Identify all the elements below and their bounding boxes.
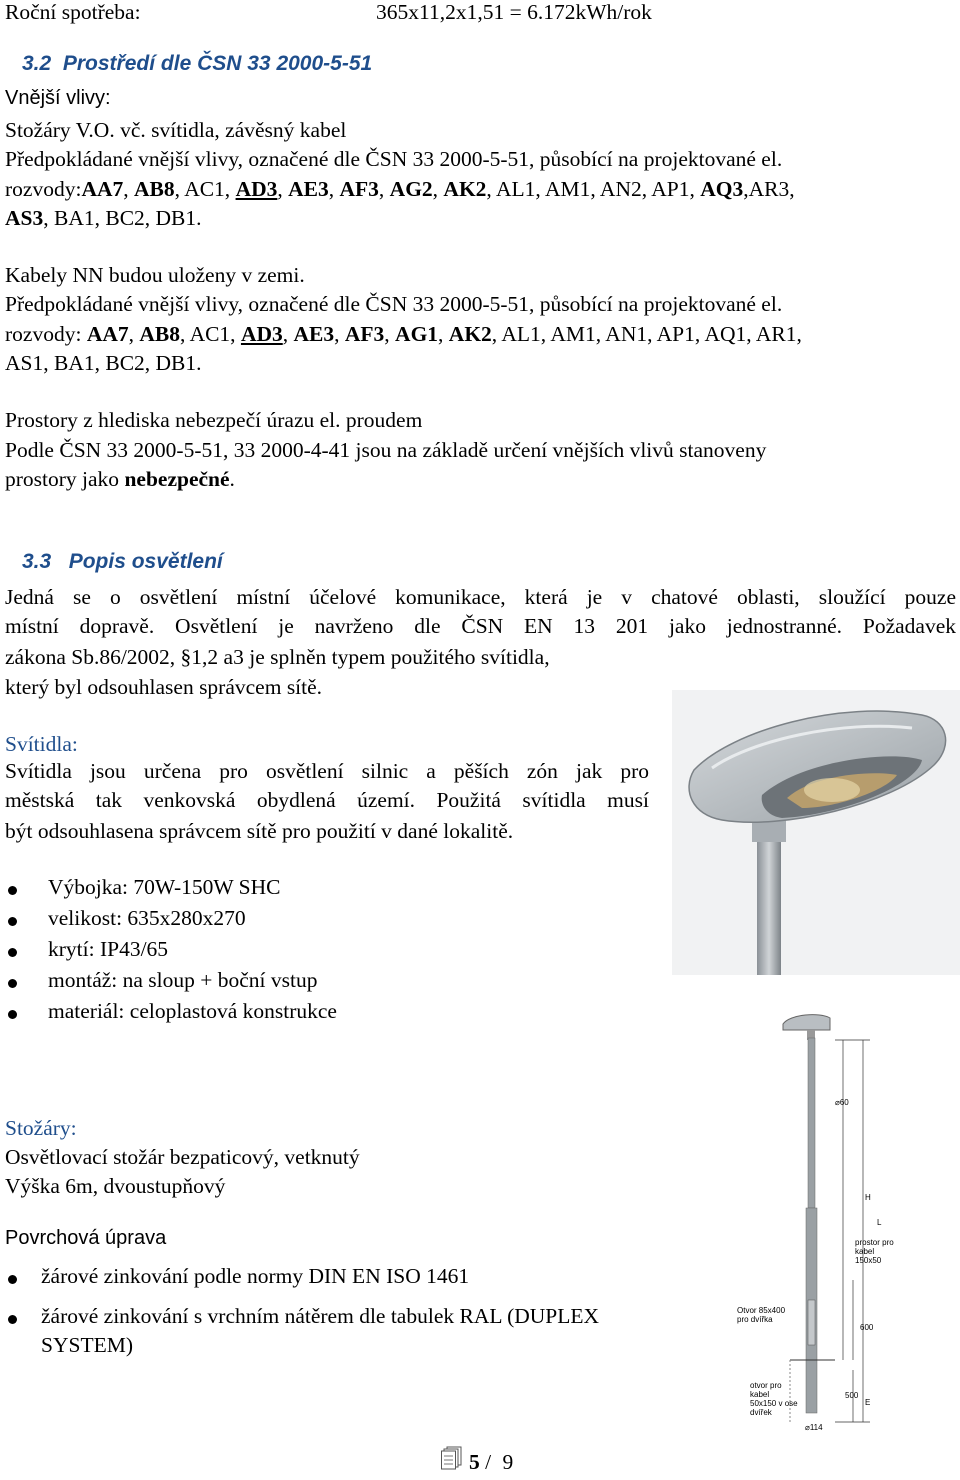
external-codes-line: [5, 175, 795, 204]
external-influences-heading: Vnější vlivy:: [5, 87, 111, 109]
height-H-label: H: [865, 1193, 871, 1202]
pages-icon: [441, 1446, 463, 1476]
code-separator: , BA1, BC2, DB1.: [43, 206, 202, 230]
dim-600-label: 600: [860, 1323, 874, 1332]
cables-line-4: AS1, BA1, BC2, DB1.: [5, 351, 202, 375]
influence-code: AE3: [288, 177, 329, 201]
bullet-dot: [8, 1010, 17, 1019]
cables-codes-line: [5, 320, 802, 349]
influence-code: AK2: [443, 177, 487, 201]
page-indicator: [469, 1450, 513, 1475]
pole-drawing: [735, 1010, 905, 1435]
section-title: Popis osvětlení: [68, 550, 223, 573]
poles-line-2: Výška 6m, dvoustupňový: [5, 1174, 226, 1198]
list-item: materiál: celoplastová konstrukce: [48, 999, 337, 1023]
luminaires-line-3: být odsouhlasena správcem sítě pro použití v dané lokalitě.: [5, 819, 514, 843]
desc-line-1: Jedná se o osvětlení místní účelové komunikace, která je v chatové oblasti, sloužící pouze: [5, 585, 956, 609]
luminaires-line-2: městská tak venkovská obydlená území. Použitá svítidla musí: [5, 788, 649, 812]
diameter-bottom-label: ⌀114: [805, 1423, 823, 1432]
section-3-3-heading: [22, 550, 223, 574]
cable-space-label-1: prostor pro: [855, 1238, 894, 1247]
code-separator: ,: [432, 177, 444, 201]
danger-line-3: [5, 465, 235, 494]
page-number: 5: [469, 1450, 480, 1474]
dim-E-label: E: [865, 1398, 871, 1407]
danger-suffix: .: [229, 467, 235, 491]
danger-bold: nebezpečné: [124, 467, 230, 491]
cable-space-label-2: kabel: [855, 1247, 875, 1256]
code-separator: ,: [277, 177, 289, 201]
code-separator: ,: [128, 322, 140, 346]
annual-consumption-label: Roční spotřeba:: [5, 0, 141, 24]
luminaires-heading: Svítidla:: [5, 732, 78, 756]
bullet-dot: [8, 979, 17, 988]
luminaires-line-1: Svítidla jsou určena pro osvětlení silnic a pěších zón jak pro: [5, 759, 649, 783]
list-item: krytí: IP43/65: [48, 937, 169, 961]
hole-label-3: 50x150 v ose: [750, 1399, 798, 1408]
desc-line-4: který byl odsouhlasen správcem sítě.: [5, 675, 323, 699]
poles-line-1: Osvětlovací stožár bezpaticový, vetknutý: [5, 1145, 360, 1169]
external-codes: [81, 177, 794, 201]
code-separator: ,: [123, 177, 134, 201]
code-separator: ,: [334, 322, 345, 346]
influence-code: AA7: [81, 177, 124, 201]
section-number: 3.2: [22, 52, 52, 75]
door-opening-label-2: pro dvířka: [737, 1315, 773, 1324]
section-title: Prostředí dle ČSN 33 2000-5-51: [62, 52, 373, 75]
hole-label-1: otvor pro: [750, 1381, 782, 1390]
bullet-dot: [8, 1315, 17, 1324]
influence-code: AS3: [5, 206, 44, 230]
diameter-top-label: ⌀60: [835, 1098, 849, 1107]
hole-label-2: kabel: [750, 1390, 770, 1399]
influence-code: AG2: [389, 177, 433, 201]
influence-code: AF3: [344, 322, 385, 346]
code-separator: ,AR3,: [743, 177, 795, 201]
influence-code: AE3: [293, 322, 335, 346]
bullet-dot: [8, 886, 17, 895]
code-separator: ,: [328, 177, 340, 201]
external-line-2: Předpokládané vnější vlivy, označené dle ČSN 33 2000-5-51, působící na projektované el.: [5, 147, 783, 171]
list-item: Výbojka: 70W-150W SHC: [48, 875, 281, 899]
danger-line-1: Prostory z hlediska nebezpečí úrazu el. proudem: [5, 408, 423, 432]
codes-prefix: rozvody:: [5, 177, 82, 201]
desc-line-2: místní dopravě. Osvětlení je navrženo dle ČSN EN 13 201 jako jednostranné. Požadavek: [5, 614, 956, 638]
length-L-label: L: [877, 1218, 882, 1227]
cable-space-label-3: 150x50: [855, 1256, 882, 1265]
influence-code: AF3: [339, 177, 379, 201]
danger-line-2: Podle ČSN 33 2000-5-51, 33 2000-4-41 jsou na základě určení vnějších vlivů stanoveny: [5, 438, 767, 462]
influence-code: AB8: [139, 322, 180, 346]
page-total: 9: [502, 1450, 514, 1474]
influence-code: AD3: [240, 322, 283, 346]
list-item: velikost: 635x280x270: [48, 906, 246, 930]
code-separator: ,: [378, 177, 390, 201]
list-item: žárové zinkování s vrchním nátěrem dle tabulek RAL (DUPLEX: [41, 1304, 600, 1328]
section-number: 3.3: [22, 550, 52, 573]
section-3-2-heading: [22, 52, 372, 76]
external-codes-cont: [5, 206, 202, 230]
influence-code: AA7: [86, 322, 129, 346]
external-line-1: Stožáry V.O. vč. svítidla, závěsný kabel: [5, 118, 347, 142]
code-separator: ,: [438, 322, 449, 346]
door-opening-label-1: Otvor 85x400: [737, 1306, 786, 1315]
dim-500-label: 500: [845, 1391, 859, 1400]
cables-line-2: Předpokládané vnější vlivy, označené dle ČSN 33 2000-5-51, působící na projektované el.: [5, 292, 783, 316]
hole-label-4: dvířek: [750, 1408, 772, 1417]
bullet-dot: [8, 1275, 17, 1284]
surface-heading: Povrchová úprava: [5, 1227, 167, 1249]
code-separator: , AC1,: [180, 322, 241, 346]
annual-consumption-formula: 365x11,2x1,51 = 6.172kWh/rok: [376, 0, 652, 24]
danger-text: prostory jako: [5, 467, 125, 491]
influence-code: AG1: [395, 322, 439, 346]
luminaire-photo: [672, 690, 960, 975]
code-separator: ,: [384, 322, 396, 346]
bullet-dot: [8, 917, 17, 926]
desc-line-3: zákona Sb.86/2002, §1,2 a3 je splněn typem použitého svítidla,: [5, 645, 550, 669]
cables-line-1: Kabely NN budou uloženy v zemi.: [5, 263, 305, 287]
codes-prefix: rozvody:: [5, 322, 87, 346]
bullet-dot: [8, 948, 17, 957]
page-separator: /: [485, 1450, 492, 1474]
poles-heading: Stožáry:: [5, 1116, 77, 1140]
list-item: žárové zinkování podle normy DIN EN ISO 1461: [41, 1264, 470, 1288]
list-item: montáž: na sloup + boční vstup: [48, 968, 318, 992]
influence-code: AB8: [134, 177, 175, 201]
code-separator: , AC1,: [174, 177, 236, 201]
influence-code: AD3: [235, 177, 278, 201]
cables-codes: [87, 322, 802, 346]
code-separator: , AL1, AM1, AN1, AP1, AQ1, AR1,: [491, 322, 802, 346]
code-separator: , AL1, AM1, AN2, AP1,: [486, 177, 701, 201]
code-separator: ,: [282, 322, 294, 346]
influence-code: AQ3: [700, 177, 744, 201]
influence-code: AK2: [448, 322, 492, 346]
list-item-cont: SYSTEM): [41, 1333, 133, 1357]
external-codes-line-2: [5, 204, 202, 233]
